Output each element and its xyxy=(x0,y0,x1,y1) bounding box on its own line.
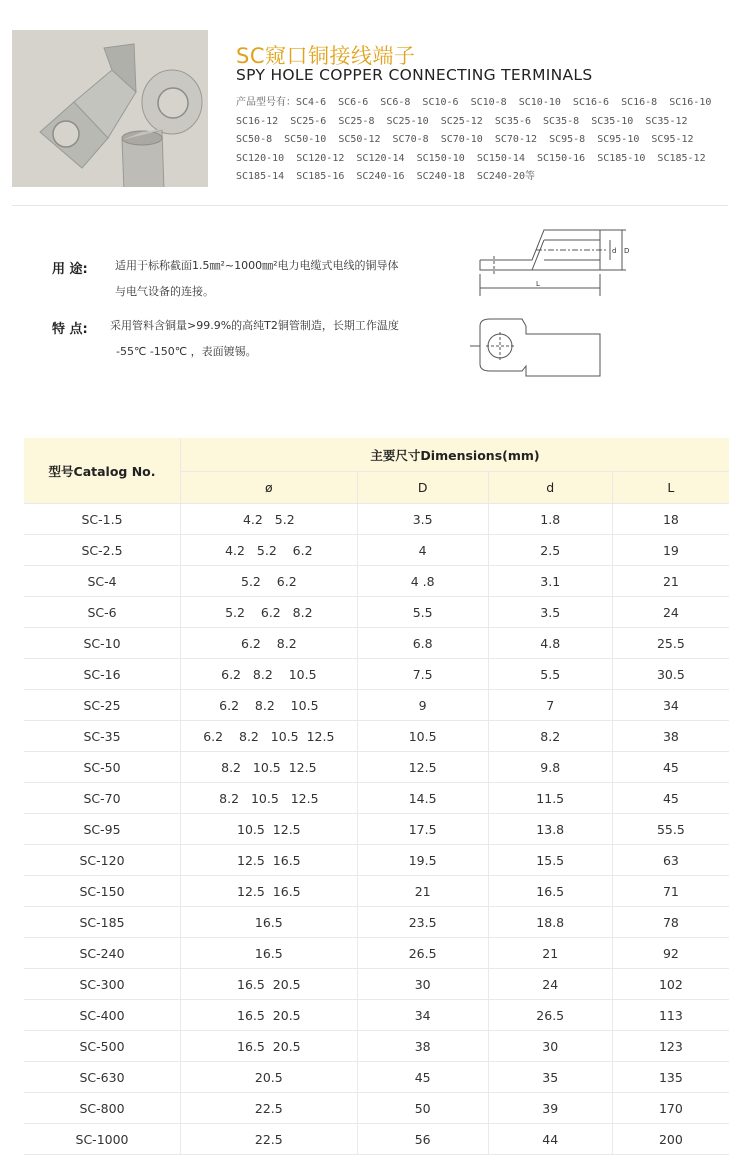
model-item: SC10-6 xyxy=(422,97,459,108)
model-item: SC50-12 xyxy=(338,134,381,145)
dimension-cell: 30 xyxy=(357,969,488,1000)
dimension-cell: 22.5 xyxy=(181,1124,358,1155)
catalog-cell: SC-500 xyxy=(24,1031,181,1062)
catalog-cell: SC-50 xyxy=(24,752,181,783)
table-row xyxy=(24,597,729,628)
dimension-cell: 135 xyxy=(612,1062,729,1093)
model-item: SC35-6 xyxy=(494,115,531,127)
dimension-cell: 16.5 xyxy=(181,907,358,938)
dimension-cell: 56 xyxy=(357,1124,488,1155)
diagram-label-d: d xyxy=(612,247,617,255)
model-item: SC70-8 xyxy=(392,134,429,145)
model-list xyxy=(236,94,741,187)
catalog-cell: SC-4 xyxy=(24,566,181,597)
catalog-cell: SC-1.5 xyxy=(24,504,181,535)
column-header: L xyxy=(612,472,729,504)
model-item: SC70-10 xyxy=(440,134,483,145)
dimension-cell: 24 xyxy=(488,969,612,1000)
dimension-cell: 3.5 xyxy=(488,597,612,628)
dimension-cell: 5.2 6.2 8.2 xyxy=(181,597,358,628)
table-row xyxy=(24,566,729,597)
feature-line-1: 采用管料含铜量>99.9%的高纯T2铜管制造，长期工作温度 xyxy=(110,319,399,332)
dimension-cell: 24 xyxy=(612,597,729,628)
table-row xyxy=(24,535,729,566)
dimension-cell: 34 xyxy=(612,690,729,721)
model-item: SC50-10 xyxy=(284,134,327,145)
dimension-cell: 170 xyxy=(612,1093,729,1124)
usage-label: 用 途: xyxy=(52,262,88,277)
table-row xyxy=(24,1031,729,1062)
dimension-cell: 55.5 xyxy=(612,814,729,845)
dimension-cell: 16.5 20.5 xyxy=(181,1031,358,1062)
dimension-cell: 21 xyxy=(357,876,488,907)
dimension-cell: 17.5 xyxy=(357,814,488,845)
dimension-cell: 7.5 xyxy=(357,659,488,690)
dimension-cell: 6.2 8.2 xyxy=(181,628,358,659)
catalog-cell: SC-150 xyxy=(24,876,181,907)
dimension-cell: 45 xyxy=(357,1062,488,1093)
dimension-cell: 39 xyxy=(488,1093,612,1124)
dimension-cell: 26.5 xyxy=(357,938,488,969)
dimension-cell: 92 xyxy=(612,938,729,969)
dimension-cell: 14.5 xyxy=(357,783,488,814)
model-item: SC95-8 xyxy=(549,134,586,145)
dimension-cell: 78 xyxy=(612,907,729,938)
dimension-cell: 21 xyxy=(612,566,729,597)
dimension-cell: 34 xyxy=(357,1000,488,1031)
model-item: SC95-10 xyxy=(597,134,640,145)
table-row xyxy=(24,721,729,752)
dimension-cell: 45 xyxy=(612,752,729,783)
dimension-cell: 8.2 10.5 12.5 xyxy=(181,783,358,814)
model-item: SC16-12 xyxy=(236,115,279,127)
model-item: SC6-8 xyxy=(380,97,411,108)
dimension-cell: 3.1 xyxy=(488,566,612,597)
catalog-cell: SC-6 xyxy=(24,597,181,628)
model-item: SC120-10 xyxy=(236,152,285,164)
model-item: SC50-8 xyxy=(236,134,273,145)
catalog-cell: SC-70 xyxy=(24,783,181,814)
dimension-cell: 5.2 6.2 xyxy=(181,566,358,597)
model-item: SC4-6 xyxy=(296,97,327,108)
model-item: SC240-20等 xyxy=(476,171,535,182)
model-item: SC150-14 xyxy=(476,152,525,164)
table-row xyxy=(24,1124,729,1155)
model-item: SC10-8 xyxy=(470,97,507,108)
model-item: SC35-12 xyxy=(645,115,688,127)
model-item: SC120-14 xyxy=(356,152,405,164)
dimension-cell: 11.5 xyxy=(488,783,612,814)
divider xyxy=(12,205,728,206)
dimension-cell: 3.5 xyxy=(357,504,488,535)
dimension-cell: 10.5 xyxy=(357,721,488,752)
dimension-cell: 9.8 xyxy=(488,752,612,783)
table-row xyxy=(24,1093,729,1124)
catalog-header: 型号Catalog No. xyxy=(24,438,181,504)
product-photo xyxy=(12,30,208,187)
catalog-cell: SC-35 xyxy=(24,721,181,752)
catalog-cell: SC-300 xyxy=(24,969,181,1000)
dimension-cell: 8.2 10.5 12.5 xyxy=(181,752,358,783)
dimension-cell: 6.2 8.2 10.5 12.5 xyxy=(181,721,358,752)
table-row xyxy=(24,876,729,907)
model-item: SC16-8 xyxy=(621,97,658,108)
dimensions-table xyxy=(24,438,729,1155)
usage-line-2: 与电气设备的连接。 xyxy=(115,285,214,298)
dimension-cell: 1.8 xyxy=(488,504,612,535)
dimension-cell: 5.5 xyxy=(488,659,612,690)
model-item: SC16-6 xyxy=(572,97,610,108)
model-item: SC120-12 xyxy=(296,152,345,164)
dimension-cell: 50 xyxy=(357,1093,488,1124)
model-item: SC150-10 xyxy=(416,152,465,164)
column-header: ø xyxy=(181,472,358,504)
catalog-cell: SC-185 xyxy=(24,907,181,938)
dimension-cell: 35 xyxy=(488,1062,612,1093)
table-row xyxy=(24,907,729,938)
catalog-cell: SC-2.5 xyxy=(24,535,181,566)
terminal-diagram xyxy=(466,216,646,386)
column-header: d xyxy=(488,472,612,504)
model-item: SC25-10 xyxy=(386,115,429,127)
dimension-cell: 30 xyxy=(488,1031,612,1062)
model-item: SC240-16 xyxy=(356,171,405,182)
model-item: SC25-8 xyxy=(338,115,375,127)
table-row xyxy=(24,628,729,659)
table-row xyxy=(24,690,729,721)
dimension-cell: 8.2 xyxy=(488,721,612,752)
dimension-cell: 25.5 xyxy=(612,628,729,659)
table-row xyxy=(24,845,729,876)
model-item: SC25-6 xyxy=(290,115,327,127)
model-item: SC185-10 xyxy=(597,152,646,164)
dimension-cell: 15.5 xyxy=(488,845,612,876)
model-item: SC16-10 xyxy=(669,97,712,108)
title-chinese: SC窥口铜接线端子 xyxy=(236,44,416,68)
model-item: SC240-18 xyxy=(416,171,465,182)
dimension-cell: 38 xyxy=(357,1031,488,1062)
dimensions-header: 主要尺寸Dimensions(mm) xyxy=(181,438,729,472)
dimension-cell: 113 xyxy=(612,1000,729,1031)
model-item: SC185-16 xyxy=(296,171,345,182)
model-item: SC150-16 xyxy=(537,152,586,164)
catalog-cell: SC-95 xyxy=(24,814,181,845)
dimension-cell: 16.5 20.5 xyxy=(181,1000,358,1031)
catalog-cell: SC-1000 xyxy=(24,1124,181,1155)
dimension-cell: 26.5 xyxy=(488,1000,612,1031)
dimension-cell: 6.2 8.2 10.5 xyxy=(181,690,358,721)
dimension-cell: 16.5 xyxy=(488,876,612,907)
dimension-cell: 18 xyxy=(612,504,729,535)
dimension-cell: 2.5 xyxy=(488,535,612,566)
dimension-cell: 123 xyxy=(612,1031,729,1062)
model-item: SC185-12 xyxy=(657,152,706,164)
model-item: SC35-8 xyxy=(543,115,580,127)
dimension-cell: 19.5 xyxy=(357,845,488,876)
catalog-cell: SC-800 xyxy=(24,1093,181,1124)
dimension-cell: 16.5 xyxy=(181,938,358,969)
dimension-cell: 18.8 xyxy=(488,907,612,938)
catalog-cell: SC-25 xyxy=(24,690,181,721)
dimension-cell: 6.8 xyxy=(357,628,488,659)
diagram-label-D: D xyxy=(624,247,630,255)
feature-label: 特 点: xyxy=(52,322,88,337)
model-list-prefix: 产品型号有： xyxy=(236,97,296,108)
catalog-cell: SC-120 xyxy=(24,845,181,876)
table-row xyxy=(24,969,729,1000)
column-header: D xyxy=(357,472,488,504)
model-item: SC25-12 xyxy=(440,115,483,127)
catalog-cell: SC-10 xyxy=(24,628,181,659)
dimension-cell: 4.2 5.2 xyxy=(181,504,358,535)
dimension-cell: 71 xyxy=(612,876,729,907)
model-item: SC70-12 xyxy=(494,134,538,145)
dimension-cell: 9 xyxy=(357,690,488,721)
dimension-cell: 12.5 16.5 xyxy=(181,845,358,876)
dimension-cell: 23.5 xyxy=(357,907,488,938)
table-row xyxy=(24,504,729,535)
dimension-cell: 12.5 xyxy=(357,752,488,783)
table-row xyxy=(24,783,729,814)
dimension-cell: 10.5 12.5 xyxy=(181,814,358,845)
dimension-cell: 4.8 xyxy=(488,628,612,659)
catalog-cell: SC-400 xyxy=(24,1000,181,1031)
feature-line-2: -55℃ -150℃ ，表面镀锡。 xyxy=(116,345,257,358)
dimension-cell: 45 xyxy=(612,783,729,814)
dimension-cell: 44 xyxy=(488,1124,612,1155)
dimension-cell: 102 xyxy=(612,969,729,1000)
dimension-cell: 38 xyxy=(612,721,729,752)
dimension-cell: 5.5 xyxy=(357,597,488,628)
dimension-cell: 21 xyxy=(488,938,612,969)
table-row xyxy=(24,1000,729,1031)
usage-line-1: 适用于标称截面1.5㎜²~1000㎜²电力电缆式电线的铜导体 xyxy=(115,259,399,272)
dimension-cell: 19 xyxy=(612,535,729,566)
table-row xyxy=(24,1062,729,1093)
table-row xyxy=(24,659,729,690)
dimension-cell: 12.5 16.5 xyxy=(181,876,358,907)
table-row xyxy=(24,752,729,783)
catalog-cell: SC-630 xyxy=(24,1062,181,1093)
model-item: SC95-12 xyxy=(651,134,694,145)
dimension-cell: 200 xyxy=(612,1124,729,1155)
dimension-cell: 6.2 8.2 10.5 xyxy=(181,659,358,690)
table-row xyxy=(24,814,729,845)
dimension-cell: 63 xyxy=(612,845,729,876)
dimension-cell: 4.2 5.2 6.2 xyxy=(181,535,358,566)
table-row xyxy=(24,938,729,969)
catalog-cell: SC-240 xyxy=(24,938,181,969)
diagram-label-L: L xyxy=(536,280,540,288)
model-item: SC185-14 xyxy=(236,171,285,182)
dimension-cell: 20.5 xyxy=(181,1062,358,1093)
dimension-cell: 22.5 xyxy=(181,1093,358,1124)
catalog-cell: SC-16 xyxy=(24,659,181,690)
model-item: SC6-6 xyxy=(338,97,369,108)
dimension-cell: 30.5 xyxy=(612,659,729,690)
dimension-cell: 16.5 20.5 xyxy=(181,969,358,1000)
dimension-cell: 4 .8 xyxy=(357,566,488,597)
dimension-cell: 13.8 xyxy=(488,814,612,845)
dimension-cell: 4 xyxy=(357,535,488,566)
model-item: SC35-10 xyxy=(591,115,634,127)
model-item: SC10-10 xyxy=(518,97,561,108)
dimension-cell: 7 xyxy=(488,690,612,721)
title-english: SPY HOLE COPPER CONNECTING TERMINALS xyxy=(236,66,593,84)
